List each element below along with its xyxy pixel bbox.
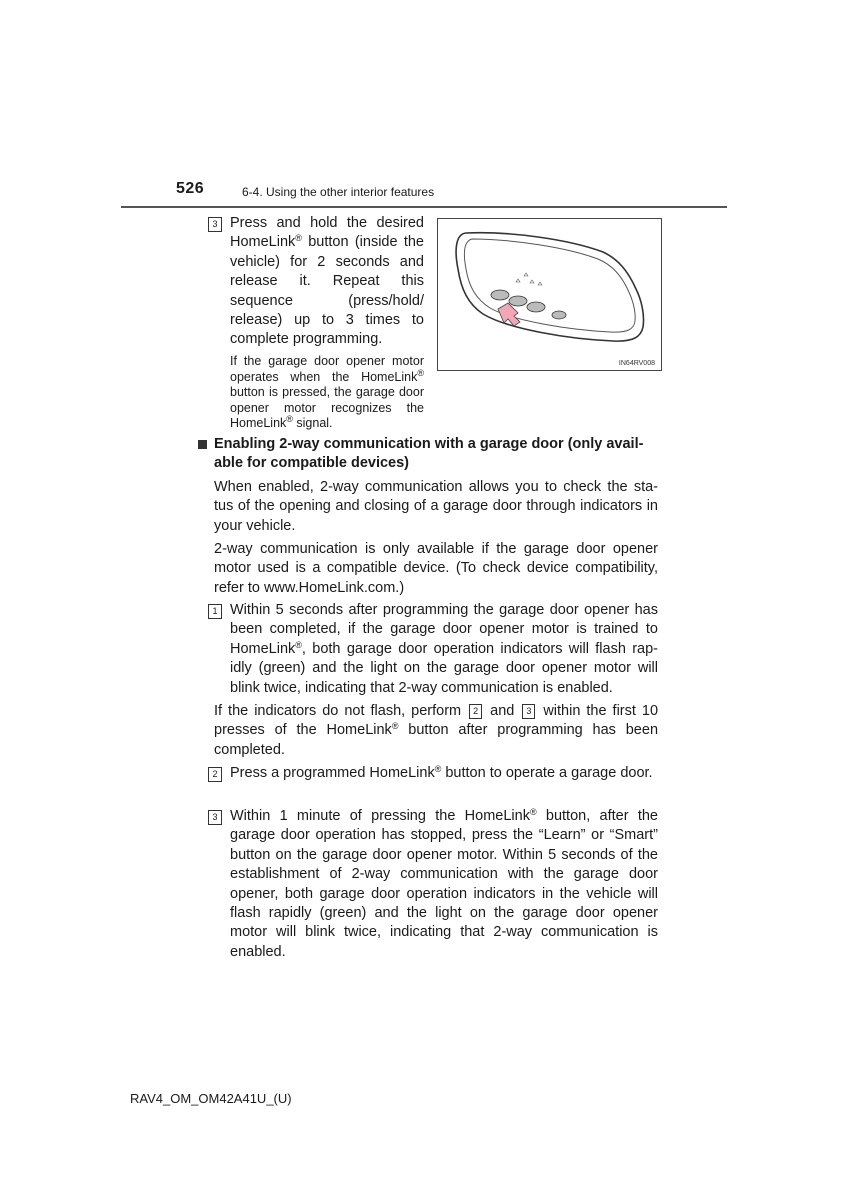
heading-bullet-icon — [198, 440, 207, 449]
mirror-illustration — [437, 218, 662, 371]
step-3-note: If the garage door opener motor operates when the HomeLink® button is pressed, the garage door opener motor recognizes the HomeLink® signal. — [230, 354, 424, 431]
paragraph-2: 2-way communication is only available if the garage door opener motor used is a compatible device. (To check device compatibility, refer to www.HomeLink.com.) — [214, 541, 658, 596]
figure-code: IN64RV008 — [618, 360, 655, 367]
step-3-top-text: Press and hold the desired HomeLink® button (inside the vehicle) for 2 seconds and release it. Repeat this sequence (press/hold/ release) up to 3 times to complete programming. — [230, 215, 424, 348]
section-heading: Enabling 2-way communication with a garage door (only avail- able for compatible devices) — [214, 436, 644, 472]
inline-step-box: 2 — [469, 704, 482, 719]
page-number: 526 — [176, 180, 205, 197]
paragraph-3: If the indicators do not flash, perform 2 and 3 within the first 10 presses of the HomeLink® button after programming has been completed. — [214, 703, 659, 758]
step-number-box: 1 — [208, 604, 222, 619]
step-1-text: Within 5 seconds after programming the garage door opener has been completed, if the garage door opener motor is trained to HomeLink®, both garage door operation indicators will flash rap- idly (green) and the light on the garage door opener motor will blink twice, indicating that 2-way communication is enabled. — [230, 602, 658, 696]
document-code-footer: RAV4_OM_OM42A41U_(U) — [130, 1091, 292, 1106]
paragraph-1: When enabled, 2-way communication allows you to check the sta- tus of the opening and closing of a garage door through indicators in your vehicle. — [214, 479, 658, 534]
step-number-box: 2 — [208, 767, 222, 782]
step-number-box: 3 — [208, 810, 222, 825]
header-divider — [121, 206, 727, 208]
step-number-box: 3 — [208, 217, 222, 232]
step-2-text: Press a programmed HomeLink® button to operate a garage door. — [230, 764, 653, 781]
inline-step-box: 3 — [522, 704, 535, 719]
section-title: 6-4. Using the other interior features — [242, 185, 435, 199]
step-3-text: Within 1 minute of pressing the HomeLink® button, after the garage door operation has stopped, press the “Learn” or “Smart” button on the garage door opener motor. Within 5 seconds of the establishment of 2-way communication with the garage door opener, both garage door operation indicators in the vehicle will flash rapidly (green) and the light on the garage door opener motor will blink twice, indicating that 2-way communication is enabled. — [230, 807, 658, 960]
mirror-drawing — [438, 219, 661, 370]
